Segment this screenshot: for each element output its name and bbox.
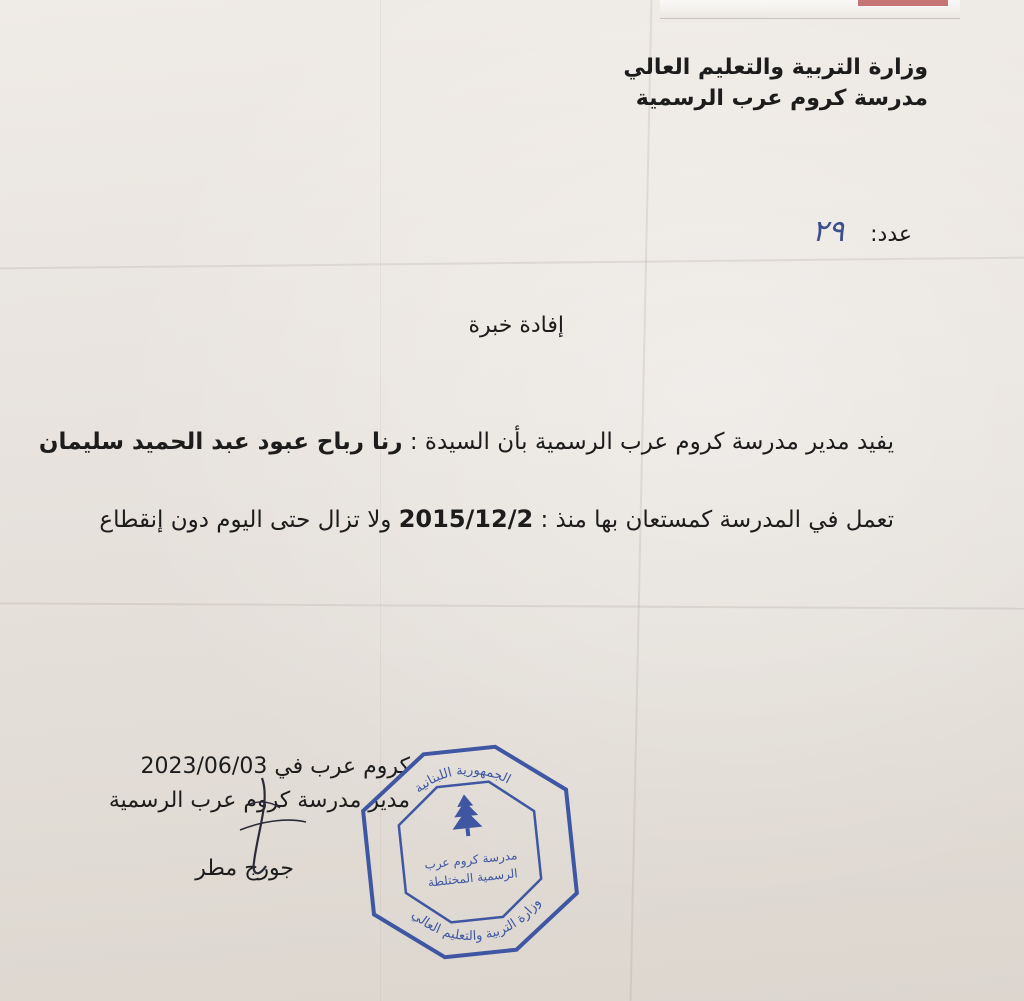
body-line-1-text: يفيد مدير مدرسة كروم عرب الرسمية بأن السيدة :: [402, 429, 894, 455]
start-date: 2015/12/2: [398, 505, 534, 533]
stamp-inner-line-1: مدرسة كروم عرب: [423, 848, 518, 872]
paper-crease: [0, 257, 1024, 270]
official-stamp: [351, 733, 588, 970]
place-date: كروم عرب في 2023/06/03: [140, 754, 410, 779]
body-line-2-text-b: ولا تزال حتى اليوم دون إنقطاع: [99, 507, 399, 533]
employee-name: رنا رباح عبود عبد الحميد سليمان: [38, 429, 403, 455]
reference-label: عدد:: [870, 222, 912, 247]
ministry-heading: وزارة التربية والتعليم العالي: [623, 55, 928, 80]
paper-crease: [0, 602, 1024, 609]
body-line-1: [39, 429, 894, 455]
red-paper-edge: [858, 0, 948, 6]
stamp-outer-top-text: الجمهورية اللبنانية: [411, 762, 514, 797]
handwritten-signature: [210, 770, 350, 890]
body-line-2: [99, 505, 894, 533]
stamp-inner-line-2: الرسمية المختلطة: [427, 866, 519, 890]
signer-name: جورج مطر: [195, 856, 294, 881]
school-heading: مدرسة كروم عرب الرسمية: [635, 86, 928, 111]
stamp-outer-bottom-text: وزارة التربية والتعليم العالي: [408, 895, 544, 944]
body-line-2-text-a: تعمل في المدرسة كمستعان بها منذ :: [533, 507, 894, 533]
director-title: مدير مدرسة كروم عرب الرسمية: [108, 788, 410, 813]
cedar-tree-icon: [449, 793, 483, 838]
paper-fold-edge: [660, 0, 960, 19]
paper-crease: [630, 0, 653, 1001]
reference-number: ٢٩: [812, 214, 845, 249]
svg-text:الجمهورية اللبنانية: [410, 758, 514, 797]
document-title: إفادة خبرة: [468, 313, 564, 338]
